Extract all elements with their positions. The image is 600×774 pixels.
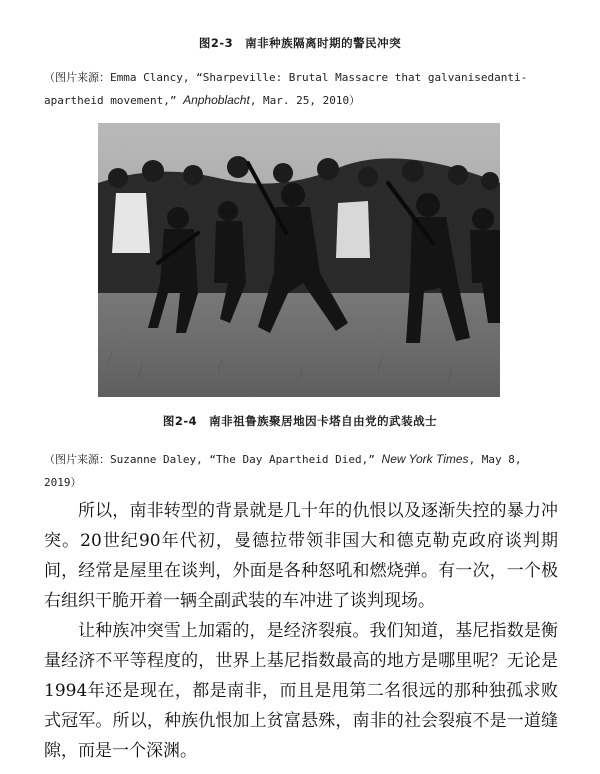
source-citation: （图片来源：Suzanne Daley, “The Day Apartheid Died,” [44, 453, 375, 466]
source-date: , May 8, 2019） [44, 453, 522, 489]
source-publication: Anphoblacht [183, 93, 250, 107]
figure-caption-2-3: 图2-3 南非种族隔离时期的警民冲突 [198, 36, 402, 50]
paragraph: 所以，南非转型的背景就是几十年的仇恨以及逐渐失控的暴力冲突。20世纪90年代初，曼德拉带领非国大和德克勒克政府谈判期间，经常是屋里在谈判，外面是各种怒吼和燃烧弹。有一次，一个极右组织干脆开着一辆全副武装的车冲进了谈判现场。 [44, 501, 558, 611]
source-citation: （图片来源：Emma Clancy, “Sharpeville: Brutal Massacre that galvanisedanti-apartheid movement,” [44, 71, 528, 107]
figure-source-2-3 [44, 66, 544, 112]
figure-source-2-4 [44, 448, 544, 494]
body-text [44, 496, 558, 766]
photo-image [98, 123, 500, 397]
source-publication: New York Times [381, 452, 469, 466]
paragraph: 让种族冲突雪上加霜的，是经济裂痕。我们知道，基尼指数是衡量经济不平等程度的，世界上基尼指数最高的地方是哪里呢？无论是1994年还是现在，都是南非，而且是甩第二名很远的那种独孤求败式冠军。所以，种族仇恨加上贫富悬殊，南非的社会裂痕不是一道缝隙，而是一个深渊。 [44, 621, 558, 761]
figure-caption-2-4: 图2-4 南非祖鲁族聚居地因卡塔自由党的武装战士 [162, 414, 438, 428]
photo-armed-fighters-running [98, 123, 500, 397]
source-date: , Mar. 25, 2010） [249, 94, 361, 107]
